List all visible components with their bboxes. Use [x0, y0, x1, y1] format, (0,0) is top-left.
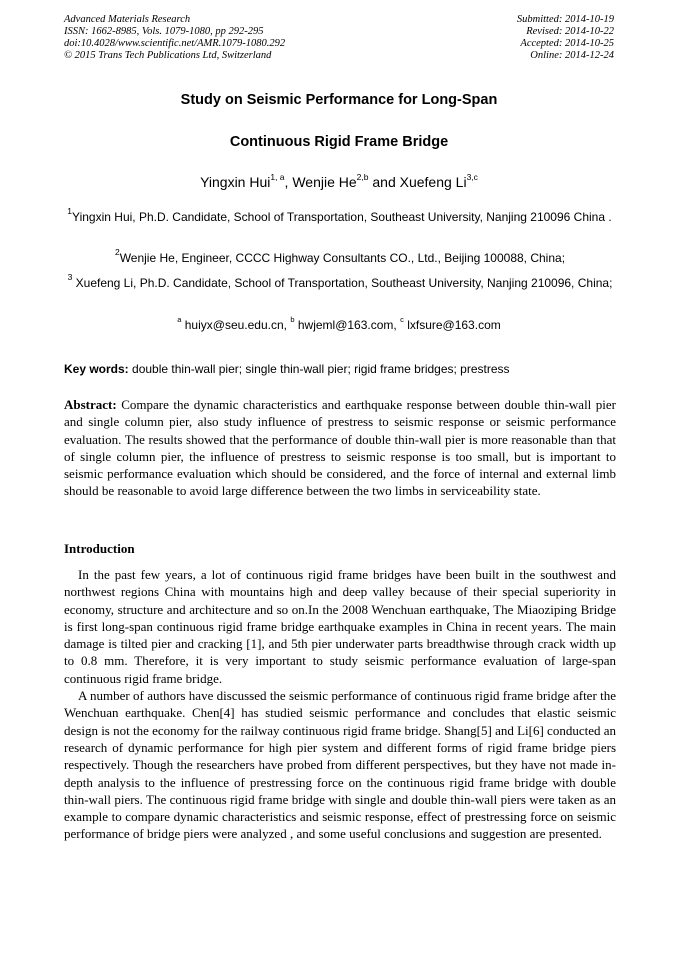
journal-header-right: [517, 14, 614, 62]
journal-copyright: © 2015 Trans Tech Publications Ltd, Switzerland: [64, 50, 272, 61]
affiliation-1: [62, 206, 617, 226]
author-list: [0, 174, 678, 190]
author-name: Xuefeng Li: [399, 174, 467, 190]
journal-doi[interactable]: doi:10.4028/www.scientific.net/AMR.1079-1080.292: [64, 38, 286, 49]
submitted-date: Submitted: 2014-10-19: [516, 14, 614, 25]
affiliation-number: 3: [67, 272, 73, 282]
journal-issn: ISSN: 1662-8985, Vols. 1079-1080, pp 292-295: [64, 26, 264, 37]
affiliation-text: Xuefeng Li, Ph.D. Candidate, School of Transportation, Southeast University, Nanjing 210096, China;: [75, 276, 613, 290]
email-link[interactable]: hwjeml@163.com,: [297, 318, 397, 332]
paper-title-line2: Continuous Rigid Frame Bridge: [229, 134, 449, 150]
keywords-text: double thin-wall pier; single thin-wall pier; rigid frame bridges; prestress: [132, 362, 510, 376]
section-heading-introduction: Introduction: [64, 541, 135, 556]
paragraph: A number of authors have discussed the seismic performance of continuous rigid frame bridge after the Wenchuan earthquake. Chen[4] has studied seismic performance and concludes that elastic seismic design is not the economy for the railway continuous rigid frame bridge. Shang[5] and Li[6] conducted an research of dynamic performance for high pier system and different forms of rigid frame bridge piers respectively. Though the researchers have probed from different perspectives, but they have not made in-depth analysis to the influence of prestressing force on the continuous rigid frame bridge with double thin-wall piers. The continuous rigid frame bridge with single and double thin-wall piers were taken as an example to compare dynamic characteristics and seismic response, effect of prestressing force on seismic performance of bridge piers were analyzed , and some useful conclusions and suggestion are presented.: [64, 688, 616, 842]
author-name: Yingxin Hui: [200, 174, 271, 190]
paper-title-line1: Study on Seismic Performance for Long-Span: [180, 92, 498, 108]
journal-header-left: [64, 14, 285, 62]
online-date: Online: 2014-12-24: [530, 50, 614, 61]
email-list: [0, 315, 678, 332]
author-name: Wenjie He: [292, 174, 357, 190]
keywords-label: Key words:: [64, 362, 129, 376]
abstract-label: Abstract:: [64, 397, 117, 412]
paragraph: In the past few years, a lot of continuous rigid frame bridges have been built in the southwest and northwest regions China with mountains high and deep valley because of their special superiority in economy, structure and architecture and so on.In the 2008 Wenchuan earthquake, The Miaoziping Bridge is first long-span continuous rigid frame bridge earthquake examples in China in recent years. The main damage is tilted pier and cracking [1], and 5th pier underwater parts breadthwise through crack width up to 0.8 mm. Therefore, it is very important to study seismic performance evaluation of large-span continuous rigid frame bridge.: [64, 567, 616, 686]
email-mark: c: [400, 315, 404, 324]
author-separator: and: [368, 174, 400, 190]
journal-name: Advanced Materials Research: [64, 14, 191, 25]
author-affiliation-mark: 2,b: [356, 172, 369, 182]
email-mark: a: [177, 315, 182, 324]
affiliation-text: Wenjie He, Engineer, CCCC Highway Consultants CO., Ltd., Beijing 100088, China;: [119, 251, 566, 265]
email-mark: b: [290, 315, 295, 324]
affiliation-number: 2: [114, 247, 120, 257]
email-link[interactable]: lxfsure@163.com: [407, 318, 501, 332]
author-affiliation-mark: 3,c: [466, 172, 478, 182]
introduction-body: [64, 566, 616, 843]
affiliation-number: 1: [67, 206, 73, 216]
affiliation-2: [64, 247, 616, 267]
author-separator: ,: [284, 174, 293, 190]
accepted-date: Accepted: 2014-10-25: [520, 38, 614, 49]
author-affiliation-mark: 1, a: [270, 172, 285, 182]
email-link[interactable]: huiyx@seu.edu.cn,: [184, 318, 287, 332]
revised-date: Revised: 2014-10-22: [526, 26, 614, 37]
abstract-text: Compare the dynamic characteristics and earthquake response between double thin-wall pier and single column pier, also study influence of prestress to seismic response or seismic performance evaluation. The results showed that the performance of double thin-wall pier is more reasonable than that of single column pier, the influence of prestress to seismic response is too small, but is important to seismic performance evaluation which should be considered, and the force of internal and external limb should be reasonable to avoid large difference between the two limbs in serviceability state.: [64, 397, 617, 499]
abstract: [64, 396, 616, 500]
affiliation-3: [64, 272, 616, 292]
affiliation-text: Yingxin Hui, Ph.D. Candidate, School of Transportation, Southeast University, Nanjing 210096 China .: [72, 210, 612, 224]
keywords: [64, 362, 616, 376]
